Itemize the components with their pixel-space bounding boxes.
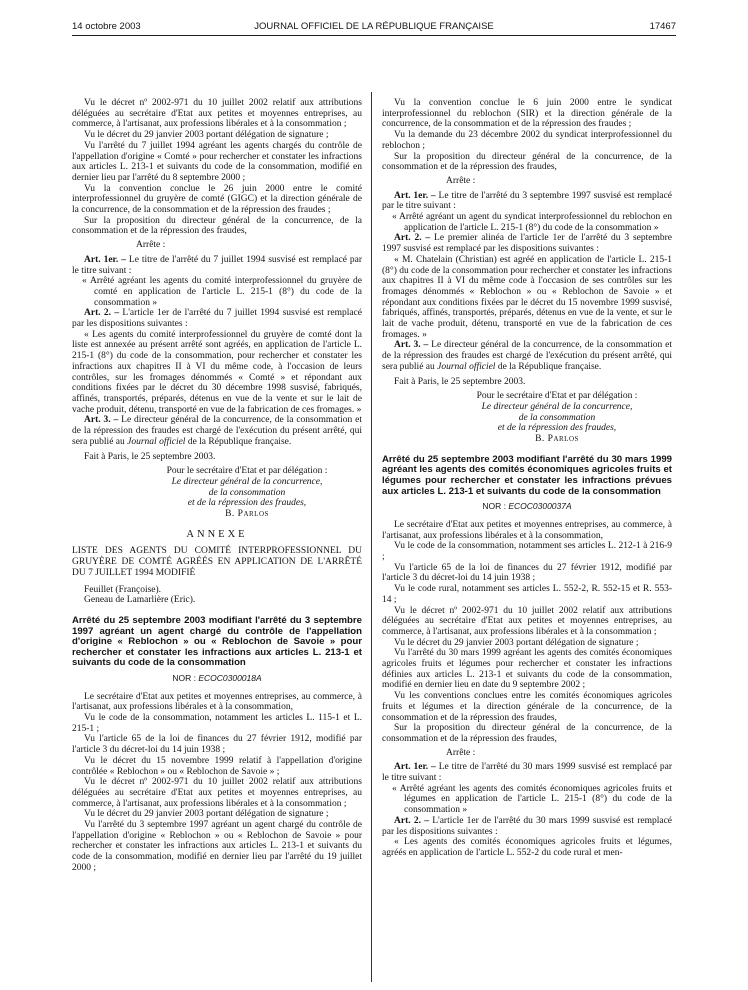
- visa-paragraph: Vu l'arrêté du 7 juillet 1994 agréant les agents chargés du contrôle de l'appellation d'origine « Comté » pour rechercher et constater les infractions aux articles L. 213-1 et suivants du code de la consommation, modifié en dernier lieu par l'arrêté du 8 septembre 2000 ;: [72, 140, 362, 183]
- article-text: L'article 1er de l'arrêté du 30 mars 1999 susvisé est remplacé par les dispositions suivantes :: [382, 815, 672, 837]
- article-label: Art. 2. –: [84, 308, 120, 319]
- left-column: [72, 98, 362, 984]
- annexe-heading: ANNEXE: [186, 528, 248, 540]
- article-text: Le directeur général de la concurrence, de la consommation et de la répression des fraudes est chargé de l'exécution du présent arrêté, qui sera publié au: [382, 340, 672, 372]
- nor-label: NOR :: [172, 672, 196, 683]
- nor-code: ECOC0300037A: [508, 501, 572, 512]
- article-label: Art. 3. –: [394, 340, 429, 351]
- visa-paragraph: Vu la demande du 23 décembre 2002 du syndicat interprofessionnel du reblochon ;: [382, 130, 672, 151]
- visa-paragraph: Vu le code de la consommation, notamment les articles L. 115-1 et L. 215-1 ;: [72, 713, 362, 734]
- signature-line: et de la répression des fraudes,: [497, 423, 617, 434]
- annexe-title: LISTE DES AGENTS DU COMITÉ INTERPROFESSIONNEL DU GRUYÈRE DE COMTÉ AGRÉÉS EN APPLICATION DE L'ARRÊTÉ DU 7 JUILLET 1994 MODIFIÉ: [72, 546, 362, 578]
- visa-paragraph: Vu les conventions conclues entre les comités économiques agricoles fruits et légumes et la direction générale de la concurrence, de la consommation et de la répression des fraudes,: [382, 691, 672, 723]
- signature-place-date: Fait à Paris, le 25 septembre 2003.: [394, 376, 526, 387]
- signature-place-date: Fait à Paris, le 25 septembre 2003.: [84, 451, 216, 462]
- visa-paragraph: Sur la proposition du directeur général de la concurrence, de la consommation et de la répression des fraudes,: [72, 215, 362, 237]
- signature-line: Pour le secrétaire d'Etat et par délégation :: [166, 466, 328, 477]
- agent-name: Geneau de Lamarlière (Eric).: [84, 595, 196, 606]
- visa-paragraph: Vu le décret du 29 janvier 2003 portant délégation de signature ;: [394, 637, 639, 648]
- article-1: [382, 762, 672, 783]
- signature-line: Pour le secrétaire d'Etat et par délégation :: [476, 391, 638, 402]
- header-rule: [72, 35, 676, 36]
- visa-paragraph: Vu le décret nº 2002-971 du 10 juillet 2002 relatif aux attributions déléguées au secrétaire d'Etat aux petites et moyennes entreprises, au commerce, à l'artisanat, aux professions libérales et à la consommation ;: [382, 605, 672, 637]
- visa-paragraph: Vu la convention conclue le 26 juin 2000 entre le comité interprofessionnel du gruyère de comté (GIGC) et la direction générale de la concurrence, de la consommation et de la répression des fraudes ;: [72, 183, 362, 216]
- article-1: [382, 191, 672, 212]
- article-2: [382, 816, 672, 837]
- article-text: Le titre de l'arrêté du 3 septembre 1997 susvisé est remplacé par le titre suivant :: [382, 190, 672, 212]
- signatory-name: B. Parlos: [535, 434, 579, 445]
- article-2: [72, 308, 362, 329]
- visa-paragraph: Sur la proposition du directeur général de la concurrence, de la consommation et de la répression des fraudes,: [382, 723, 672, 744]
- visa-paragraph: Vu le décret du 29 janvier 2003 portant délégation de signature ;: [84, 809, 329, 820]
- visa-paragraph: Le secrétaire d'Etat aux petites et moyennes entreprises, au commerce, à l'artisanat, aux professions libérales et à la consommation,: [72, 691, 362, 713]
- signatory-name: B. Parlos: [225, 509, 269, 520]
- decree-title: Arrêté du 25 septembre 2003 modifiant l'arrêté du 3 septembre 1997 agréant un agent chargé du contrôle de l'appellation d'origine « Reblochon » ou « Reblochon de Savoie » pour rechercher et constater les infractions aux articles L. 213-1 et suivants du code de la consommation: [72, 614, 362, 669]
- article-text: Le directeur général de la concurrence, de la consommation et de la répression des fraudes est chargé de l'exécution du présent arrêté, qui sera publié au: [72, 415, 362, 447]
- nor-label: NOR :: [482, 501, 506, 512]
- page-header: [72, 20, 676, 36]
- visa-paragraph: Vu l'article 65 de la loi de finances du 27 février 1912, modifié par l'article 3 du décret-loi du 14 juin 1938 ;: [72, 734, 362, 756]
- visa-paragraph: Vu le décret du 15 novembre 1999 relatif à l'appellation d'origine contrôlée « Reblochon » ou « Reblochon de Savoie » ;: [72, 755, 362, 777]
- visa-paragraph: Vu l'arrêté du 3 septembre 1997 agréant un agent chargé du contrôle de l'appellation d'origine « Reblochon » ou « Reblochon de Savoie » pour rechercher et constater les infractions aux articles L. 213-1 et suivants du code de la consommation, modifié en dernier lieu par l'arrêté du 19 juillet 2000 ;: [72, 820, 362, 873]
- article-2: [382, 233, 672, 254]
- article-label: Art. 1er. –: [394, 762, 436, 773]
- article-quote: « Les agents des comités économiques agricoles fruits et légumes, agréés en application de l'article L. 552-2 du code rural et men-: [382, 837, 672, 858]
- article-quote: « M. Chatelain (Christian) est agréé en application de l'article L. 215-1 (8°) du code de la consommation pour rechercher et constater les infractions aux chapitres II à VI du même code à l'occasion de ses contrôles sur les fromages dénommés « Reblochon » ou « Reblochon de Savoie » et répondant aux conditions fixées par le décret du 15 novembre 1999 susvisé, fabriqués, affinés, transportés, préparés, détenus en vue de la vente, et sur le lait de vache produit, détenu, transporté en vue de la fabrication de ces fromages. »: [382, 254, 672, 340]
- signature-line: Le directeur général de la concurrence,: [481, 401, 633, 412]
- signature-line: et de la répression des fraudes,: [187, 498, 307, 509]
- visa-paragraph: Vu l'arrêté du 30 mars 1999 agréant les agents des comités économiques agricoles fruits et légumes pour rechercher et constater les infractions définies aux articles L. 213-1 et suivants du code de la consommation, modifié en dernier lieu en date du 9 septembre 2002 ;: [382, 648, 672, 691]
- visa-paragraph: Vu le décret du 29 janvier 2003 portant délégation de signature ;: [84, 130, 329, 141]
- visa-paragraph: Vu le code rural, notamment ses articles L. 552-2, R. 552-15 et R. 553-14 ;: [382, 584, 672, 605]
- article-text: Le titre de l'arrêté du 30 mars 1999 susvisé est remplacé par le titre suivant :: [382, 762, 672, 784]
- visa-paragraph: Vu le décret nº 2002-971 du 10 juillet 2002 relatif aux attributions déléguées au secrétaire d'Etat aux petites et moyennes entreprises, au commerce, à l'artisanat, aux professions libérales et à la consommation ;: [72, 98, 362, 130]
- agent-name: Feuillet (Françoise).: [84, 584, 162, 595]
- nor-reference: [72, 673, 362, 684]
- article-quote: « Arrêté agréant un agent du syndicat interprofessionnel du reblochon en application de l'article L. 215-1 (8°) du code de la consommation »: [392, 212, 672, 233]
- article-3: [382, 340, 672, 372]
- article-text: Le titre de l'arrêté du 7 juillet 1994 susvisé est remplacé par le titre suivant :: [72, 254, 362, 276]
- article-label: Art. 2. –: [394, 233, 431, 244]
- article-1: [72, 255, 362, 276]
- nor-reference: [382, 501, 672, 512]
- signature-line: Le directeur général de la concurrence,: [171, 476, 323, 487]
- journal-officiel-ref: Journal officiel: [437, 361, 496, 372]
- visa-paragraph: Sur la proposition du directeur général de la concurrence, de la consommation et de la répression des fraudes,: [382, 151, 672, 173]
- article-text-end: de la République française.: [497, 361, 602, 372]
- arrete-heading: Arrête :: [446, 747, 476, 758]
- article-text-end: de la République française.: [187, 436, 292, 447]
- article-label: Art. 2. –: [394, 815, 429, 826]
- column-divider: [371, 92, 372, 982]
- decree-title: Arrêté du 25 septembre 2003 modifiant l'arrêté du 30 mars 1999 agréant les agents des comités économiques agricoles fruits et légumes pour rechercher et constater les infractions prévues aux articles L. 213-1 et suivants du code de la consommation: [382, 453, 672, 497]
- journal-officiel-ref: Journal officiel: [127, 436, 186, 447]
- header-page-number: 17467: [649, 21, 676, 32]
- article-text: Le premier alinéa de l'article 1er de l'arrêté du 3 septembre 1997 susvisé est remplacé par les dispositions suivantes :: [382, 233, 672, 255]
- article-label: Art. 1er. –: [394, 190, 436, 201]
- arrete-heading: Arrête :: [446, 175, 476, 186]
- right-column: [382, 98, 672, 984]
- article-quote: « Arrêté agréant les agents du comité interprofessionnel du gruyère de comté en application de l'article L. 215-1 (8°) du code de la consommation »: [82, 276, 362, 308]
- header-date: 14 octobre 2003: [72, 21, 141, 32]
- visa-paragraph: Vu le décret nº 2002-971 du 10 juillet 2002 relatif aux attributions déléguées au secrétaire d'Etat aux petites et moyennes entreprises, au commerce, à l'artisanat, aux professions libérales et à la consommation ;: [72, 777, 362, 809]
- article-3: [72, 415, 362, 447]
- header-title: JOURNAL OFFICIEL DE LA RÉPUBLIQUE FRANÇAISE: [254, 21, 494, 32]
- nor-code: ECOC0300018A: [198, 672, 262, 683]
- article-label: Art. 1er. –: [84, 254, 126, 265]
- visa-paragraph: Vu l'article 65 de la loi de finances du 27 février 1912, modifié par l'article 3 du décret-loi du 14 juin 1938 ;: [382, 562, 672, 584]
- signature-line: de la consommation: [208, 487, 286, 498]
- article-quote: « Arrêté agréant les agents des comités économiques agricoles fruits et légumes en application de l'article L. 215-1 (8°) du code de la consommation »: [392, 783, 672, 816]
- visa-paragraph: Le secrétaire d'Etat aux petites et moyennes entreprises, au commerce, à l'artisanat, aux professions libérales et à la consommation,: [382, 519, 672, 541]
- article-text: L'article 1er de l'arrêté du 7 juillet 1994 susvisé est remplacé par les dispositions suivantes :: [72, 308, 362, 330]
- visa-paragraph: Vu le code de la consommation, notamment ses articles L. 212-1 à 216-9 ;: [382, 541, 672, 562]
- signature-line: de la consommation: [518, 412, 596, 423]
- arrete-heading: Arrête :: [136, 240, 166, 251]
- article-quote: « Les agents du comité interprofessionnel du gruyère de comté dont la liste est annexée au présent arrêté sont agréés, en application de l'article L. 215-1 (8°) du code de la consommation, pour rechercher et constater les infractions aux chapitres II à VI du même code, à l'occasion de leurs contrôles, sur les fromages dénommés « Comté » et répondant aux conditions fixées par le décret du 30 décembre 1998 susvisé, fabriqués, affinés, transportés, préparés, détenus en vue de la vente et sur le lait de vache produit, détenu, transporté en vue de la fabrication de ces fromages. »: [72, 329, 362, 415]
- article-label: Art. 3. –: [84, 415, 119, 426]
- visa-paragraph: Vu la convention conclue le 6 juin 2000 entre le syndicat interprofessionnel du reblochon (SIR) et la direction générale de la concurrence, de la consommation et de la répression des fraudes ;: [382, 98, 672, 130]
